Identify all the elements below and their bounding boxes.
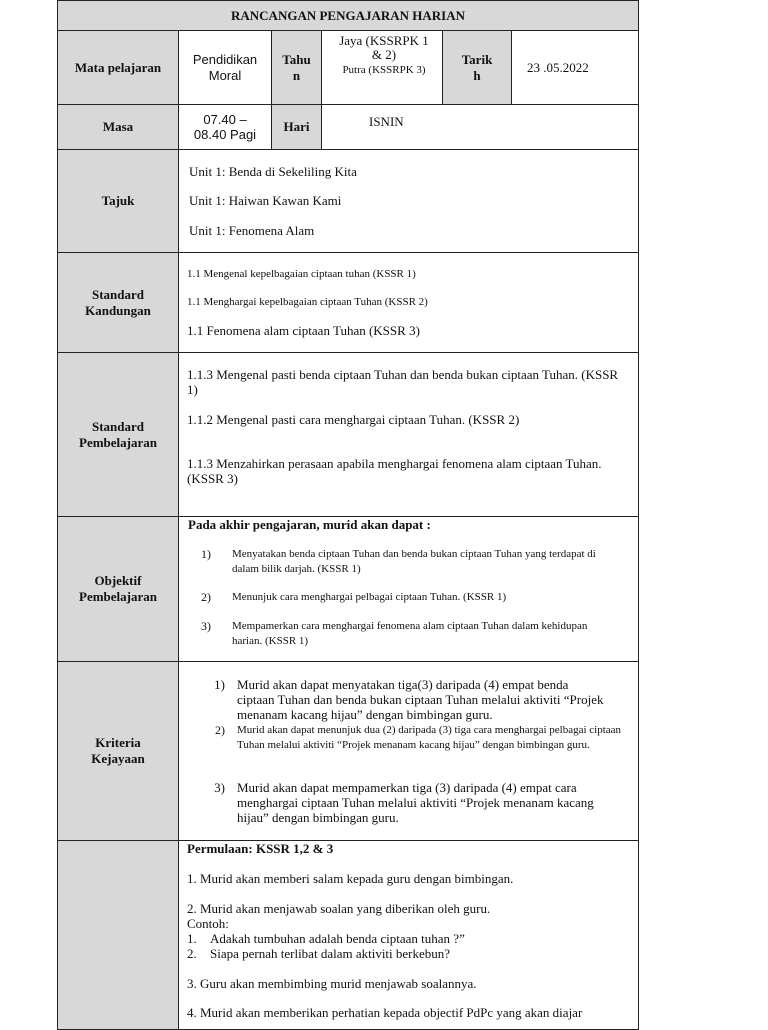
time-value: 07.40 – 08.40 Pagi (193, 112, 257, 142)
standard-kandungan-item: 1.1 Menghargai kepelbagaian ciptaan Tuhan (KSSR 2) (187, 296, 428, 308)
time-label: Masa (102, 119, 134, 134)
aktiviti-question: Siapa pernah terlibat dalam aktiviti berkebun? (210, 946, 451, 961)
standard-pembelajaran-label-cell (57, 352, 179, 517)
day-value: ISNIN (369, 114, 404, 129)
objektif-item: Menyatakan benda ciptaan Tuhan dan benda bukan ciptaan Tuhan yang terdapat di dalam bilik darjah. (KSSR 1) (232, 548, 596, 575)
time-value-cell (178, 104, 272, 150)
standard-pembelajaran-content-cell (178, 352, 639, 517)
kriteria-label-cell (57, 661, 179, 841)
subject-value-cell (178, 30, 272, 105)
standard-kandungan-label-cell (57, 252, 179, 353)
year-value-cell (321, 30, 443, 105)
objektif-number: 2) (201, 590, 211, 604)
aktiviti-label-cell (57, 840, 179, 1030)
day-value-cell (321, 104, 639, 150)
aktiviti-step: 4. Murid akan memberikan perhatian kepada objectif PdPc yang akan diajar (187, 1005, 583, 1020)
standard-pembelajaran-label: Standard Pembelajaran (79, 418, 157, 450)
tajuk-label-cell (57, 149, 179, 253)
aktiviti-question-number: 2. (187, 946, 197, 961)
title-text: RANCANGAN PENGAJARAN HARIAN (231, 7, 465, 23)
aktiviti-contoh: Contoh: (187, 916, 229, 931)
aktiviti-question: Adakah tumbuhan adalah benda ciptaan tuhan ?” (210, 931, 465, 946)
date-value: 23 .05.2022 (527, 60, 589, 75)
date-label: Tarikh (461, 51, 493, 83)
kriteria-number: 2) (215, 723, 225, 737)
standard-pembelajaran-item: 1.1.3 Menzahirkan perasaan apabila menghargai fenomena alam ciptaan Tuhan. (KSSR 3) (187, 456, 602, 486)
day-label: Hari (283, 119, 310, 134)
standard-kandungan-label: Standard Kandungan (85, 286, 151, 318)
aktiviti-step: 1. Murid akan memberi salam kepada guru dengan bimbingan. (187, 871, 514, 886)
day-label-cell (271, 104, 322, 150)
objektif-content-cell (178, 516, 639, 662)
subject-label: Mata pelajaran (74, 59, 162, 75)
objektif-number: 1) (201, 547, 211, 561)
kriteria-item: Murid akan dapat menunjuk dua (2) daripada (3) tiga cara menghargai pelbagai ciptaan Tuhan melalui aktiviti “Projek menanam kacang hijau” dengan bimbingan guru. (237, 724, 622, 751)
tajuk-item: Unit 1: Benda di Sekeliling Kita (189, 164, 357, 179)
standard-pembelajaran-item: 1.1.3 Mengenal pasti benda ciptaan Tuhan dan benda bukan ciptaan Tuhan. (KSSR 1) (187, 367, 619, 397)
objektif-item: Menunjuk cara menghargai pelbagai ciptaan Tuhan. (KSSR 1) (232, 591, 507, 603)
year-label-cell (271, 30, 322, 105)
year-label: Tahun (282, 51, 311, 83)
subject-label-cell (57, 30, 179, 105)
tajuk-content-cell (178, 149, 639, 253)
aktiviti-step: 2. Murid akan menjawab soalan yang diberikan oleh guru. (187, 901, 491, 916)
date-value-cell (511, 30, 639, 105)
standard-kandungan-item: 1.1 Mengenal kepelbagaian ciptaan tuhan (KSSR 1) (187, 268, 416, 280)
subject-value: Pendidikan Moral (192, 51, 258, 83)
time-label-cell (57, 104, 179, 150)
kriteria-content-cell (178, 661, 639, 841)
year-value-2: Putra (KSSRPK 3) (342, 64, 426, 76)
tajuk-item: Unit 1: Haiwan Kawan Kami (189, 193, 342, 208)
objektif-label: Objektif Pembelajaran (79, 573, 157, 604)
standard-kandungan-content-cell (178, 252, 639, 353)
aktiviti-step: 3. Guru akan membimbing murid menjawab soalannya. (187, 976, 477, 991)
kriteria-label: Kriteria Kejayaan (91, 735, 145, 766)
tajuk-item: Unit 1: Fenomena Alam (189, 223, 315, 238)
kriteria-item: Murid akan dapat menyatakan tiga(3) daripada (4) empat benda ciptaan Tuhan dan benda bukan ciptaan Tuhan melalui aktiviti “Projek menanam kacang hijau” dengan bimbingan guru. (237, 677, 604, 722)
objektif-label-cell (57, 516, 179, 662)
objektif-item: Mempamerkan cara menghargai fenomena alam ciptaan Tuhan dalam kehidupan harian. (KSSR 1) (232, 620, 588, 647)
date-label-cell (442, 30, 512, 105)
standard-kandungan-item: 1.1 Fenomena alam ciptaan Tuhan (KSSR 3) (187, 323, 420, 338)
aktiviti-heading: Permulaan: KSSR 1,2 & 3 (187, 841, 334, 856)
aktiviti-question-number: 1. (187, 931, 197, 946)
objektif-number: 3) (201, 619, 211, 633)
kriteria-item: Murid akan dapat mempamerkan tiga (3) daripada (4) empat cara menghargai ciptaan Tuhan melalui aktiviti “Projek menanam kacang hijau” dengan bimbingan guru. (237, 780, 594, 825)
tajuk-label: Tajuk (101, 193, 135, 208)
aktiviti-content-cell (178, 840, 639, 1030)
standard-pembelajaran-item: 1.1.2 Mengenal pasti cara menghargai ciptaan Tuhan. (KSSR 2) (187, 412, 520, 427)
kriteria-number: 1) (214, 677, 225, 692)
kriteria-number: 3) (214, 780, 225, 795)
page-title (57, 0, 639, 31)
objektif-intro: Pada akhir pengajaran, murid akan dapat : (188, 517, 431, 532)
year-value-1: Jaya (KSSRPK 1 & 2) (339, 33, 429, 62)
